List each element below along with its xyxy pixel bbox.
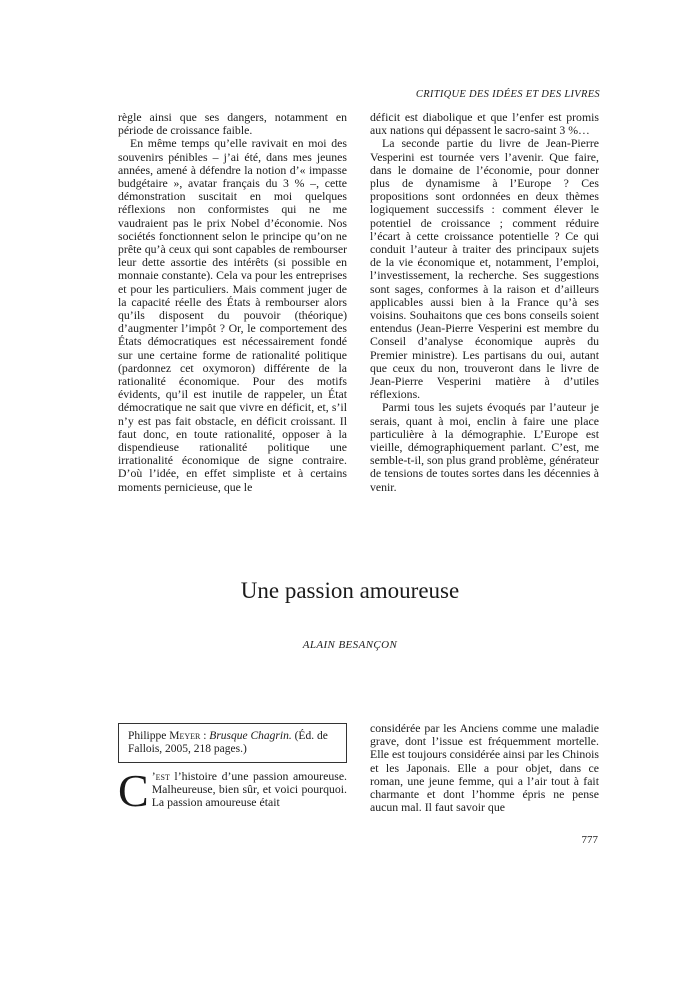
book-reference-box: Philippe Meyer : Brusque Chagrin. (Éd. de Fallois, 2005, 218 pages.) [118, 723, 347, 763]
paragraph: La seconde partie du livre de Jean-Pierre Vesperini est tournée vers l’avenir. Que faire, dans le domaine de l’économie, pour donner plus de dynamisme à l’Europe ? Ces propositions sont ordonnées en deux thèmes logiquement successifs : comment élever le potentiel de croissance ; comment réduire l’écart à cette croissance potentielle ? Ce qui conduit l’auteur à traiter des principaux sujets de la vie économique et, notamment, l’emploi, l’investissement, la recherche. Ses suggestions sont sages, conformes à la raison et d’ailleurs applicables aussi bien à la France qu’à ses voisins. Souhaitons que ces bons conseils soient entendus (Jean-Pierre Vesperini est membre du Conseil d’analyse économique auprès du Premier ministre). Les partisans du oui, autant que ceux du non, trouveront dans le livre de Jean-Pierre Vesperini matière à d’utiles réflexions. [370, 136, 599, 402]
opening-paragraph [118, 765, 347, 816]
page-number: 777 [581, 834, 598, 846]
right-column [370, 111, 599, 494]
book-author-first: Philippe [128, 730, 167, 742]
running-head: CRITIQUE DES IDÉES ET DES LIVRES [415, 89, 600, 100]
book-details: (Éd. de Fallois, 2005, 218 pages.) [128, 730, 328, 755]
paragraph: En même temps qu’elle ravivait en moi des souvenirs pénibles – j’ai été, dans mes jeunes années, amené à défendre la notion d’« impasse budgétaire », avatar français du 3 % –, cette démonstration suscitait en moi quelques réflexions non conformistes qui ne me vaudraient pas le prix Nobel d’économie. Nos sociétés fonctionnent selon le principe qu’on ne prête qu’à ceux qui sont capables de rembourser leur dette assortie des intérêts (si possible en monnaie constante). Cela va pour les entreprises et pour les particuliers. Mais comment juger de la capacité réelle des États à rembourser alors qu’ils disposent du pouvoir (théorique) d’augmenter l’impôt ? Or, le comportement des États démocratiques est nécessairement fondé sur une certaine forme de rationalité politique (pardonnez cet oxymoron) différente de la rationalité économique. Pour des motifs évidents, qu’il est inutile de rappeler, un État démocratique ne sait que vivre en déficit, et, s’il n’y est pas fait obstacle, en déficit croissant. Il faut donc, en toute rationalité, opposer à la dispendieuse rationalité politique une irrationalité économique de signe contraire. D’où l’idée, en effet simpliste et à certains moments pernicieuse, que le [118, 136, 347, 494]
article-title: Une passion amoureuse [240, 578, 460, 603]
opening-text: l’histoire d’une passion amoureuse. Malheureuse, bien sûr, et voici pourquoi. La passion amoureuse était [151, 769, 347, 810]
opening-smallcaps: ’est [151, 769, 170, 783]
book-title: Brusque Chagrin. [209, 730, 292, 742]
paragraph: déficit est diabolique et que l’enfer est promis aux nations qui dépassent le sacro-saint 3 %… [370, 110, 599, 138]
paragraph: considérée par les Anciens comme une maladie grave, dont l’issue est fréquemment mortelle. Elle est toujours considérée ainsi par les Chinois et les Japonais. Elle a pour objet, dans ce roman, une jeune femme, qui a l’air tout à fait charmante et dont l’homme épris ne pense aucun mal. Il faut savoir que [370, 721, 600, 815]
article-body-right [370, 722, 599, 814]
drop-cap: C [118, 765, 149, 816]
paragraph: règle ainsi que ses dangers, notamment en période de croissance faible. [118, 110, 347, 138]
book-author-last: Meyer [169, 730, 201, 742]
paragraph: Parmi tous les sujets évoqués par l’auteur je serais, quant à moi, enclin à faire une place particulière à la démographie. L’Europe est vieille, démographiquement parlant. C’est, me semble-t-il, son plus grand problème, générateur de tensions de toutes sortes dans les décennies à venir. [370, 400, 599, 494]
article-author: ALAIN BESANÇON [302, 639, 398, 651]
left-column [118, 111, 347, 494]
article-body-left [118, 765, 347, 816]
